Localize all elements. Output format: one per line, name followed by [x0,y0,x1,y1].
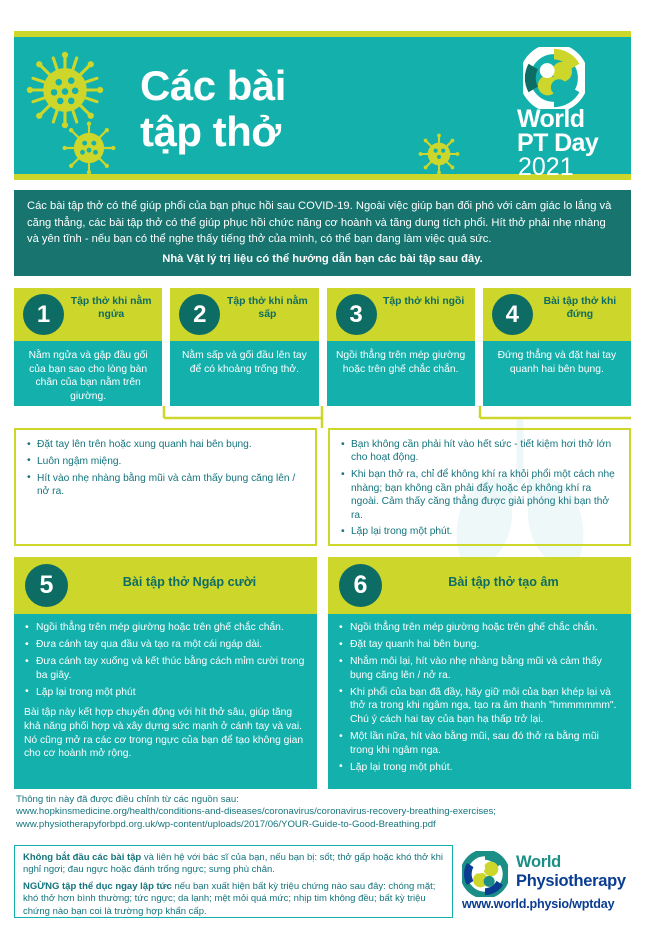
page-title-line1: Các bài [140,62,286,109]
wptday-line2: PT Day [517,129,599,157]
exercise-number-badge: 6 [339,564,382,607]
card-connector-lines [14,406,631,430]
source-link[interactable]: www.physiotherapyforbpd.org.uk/wp-content/uploads/2017/06/YOUR-Guide-to-Good-Breathing.pdf [16,818,436,830]
list-item: • Nhắm môi lại, hít vào nhẹ nhàng bằng mũi và cảm thấy bụng căng lên / nở ra. [338,655,621,682]
world-physiotherapy-logo[interactable] [462,849,634,915]
exercise-number-badge: 3 [336,294,377,335]
exercise-panel-note: Bài tập này kết hợp chuyển động với hít thở sâu, giúp tăng khả năng phối hợp và xây dựng sức mạnh ở cánh tay và vai. Nó cũng mở ra các cơ trong ngực của bạn để tạo không gian cho cơ hoành mở rộng. [24,707,304,760]
list-item: • Luôn ngậm miệng. [26,455,307,468]
instructions-box-right [328,428,631,546]
exercise-card-title: Tập thở khi nằm sấp [227,296,308,320]
intro-paragraph: Các bài tập thở có thể giúp phổi của bạn phục hồi sau COVID-19. Ngoài việc giúp bạn đối phó với cảm giác lo lắng và căng thẳng, các bài tập thở có thể giúp phục hồi chức năng cơ hoành và tăng dung tích phổi. Hít thở phải nhẹ nhàng và yên tĩnh - nếu bạn có thể nghe thấy tiếng thở của mình, có thể bạn đang làm việc quá sức. [27,200,612,246]
world-physiotherapy-url[interactable]: www.world.physio/wptday [462,897,615,911]
exercise-cards-row [14,288,631,406]
exercise-panel-title: Bài tập thở tạo âm [448,575,559,589]
instruction-list-left [26,438,307,499]
warning-line-2-bold: NGỪNG tập thể dục ngay lập tức [23,880,172,892]
virus-icon [26,51,104,129]
exercise-card[interactable] [327,288,475,406]
world-pt-day-logo [509,43,619,183]
exercise-number-badge: 4 [492,294,533,335]
instruction-list-right [340,438,621,539]
page-title-line2: tập thở [140,108,281,155]
world-pt-day-wordmark [517,107,598,155]
list-item: • Hít vào nhẹ nhàng bằng mũi và cảm thấy bụng căng lên / nở ra. [26,472,307,499]
list-item: • Ngồi thẳng trên mép giường hoặc trên ghế chắc chắn. [24,621,307,635]
exercise-card[interactable] [170,288,318,406]
list-item: • Một lần nữa, hít vào bằng mũi, sau đó thở ra bằng mũi trong khi ngâm nga. [338,730,621,757]
exercise-card-title: Tập thở khi nằm ngửa [70,296,152,320]
list-item: • Đưa cánh tay xuống và kết thúc bằng cách mỉm cười trong ba giây. [24,655,307,682]
exercise-panel-body [14,614,317,789]
exercise-card-body: Ngồi thẳng trên mép giường hoặc trên ghế chắc chắn. [335,350,466,375]
list-item: • Ngồi thẳng trên mép giường hoặc trên ghế chắc chắn. [338,621,621,635]
list-item: • Khi bạn thở ra, chỉ để không khí ra khỏi phổi một cách nhẹ nhàng; bạn không cần phải đẩy hoặc ép không khí ra ngoài. Cảm thấy căng thẳng được giải phóng khi bạn thở ra. [340,468,621,522]
exercise-card-title: Tập thở khi ngồi [382,296,465,307]
header-banner [14,31,631,180]
list-item: • Khi phổi của bạn đã đầy, hãy giữ môi của bạn khép lại và thở ra trong khi ngâm nga, tạo ra âm thanh "hmmmmmm". Chú ý cách hai tay của bạn hạ thấp trở lại. [338,686,621,727]
source-link[interactable]: www.hopkinsmedicine.org/health/conditions-and-diseases/coronavirus/coronavirus-recovery-breathing-exercises; [16,806,496,817]
sources-intro-text: Thông tin này đã được điều chỉnh từ các nguồn sau: [16,794,239,805]
wptday-line1: World [517,105,585,133]
intro-highlight: Nhà Vật lý trị liệu có thể hướng dẫn bạn các bài tập sau đây. [162,252,483,265]
exercise-number-badge: 2 [179,294,220,335]
wp-word2: Physiotherapy [516,872,626,890]
virus-icon [62,121,116,175]
exercise-step-list [24,621,307,699]
exercise-card-body: Nằm sấp và gối đầu lên tay để có khoảng trống thở. [181,350,307,375]
instructions-box-left [14,428,317,546]
exercise-card[interactable] [483,288,631,406]
exercise-panel-header [328,557,631,614]
wp-word1: World [516,853,561,871]
warning-line-1-bold: Không bắt đầu các bài tập [23,852,142,863]
exercise-step-list [338,621,621,774]
exercise-number-badge: 1 [23,294,64,335]
exercise-panel-header [14,557,317,614]
warning-line-1-rest: và liên hệ với bác sĩ của bạn, nếu bạn bị: sốt; thở gấp hoặc khó thở khi nghỉ ngơi; đau ngực hoặc đánh trống ngực; sưng phù chân. [23,852,444,876]
exercise-panel-body [328,614,631,789]
exercise-card-body: Nằm ngửa và gập đầu gối của bạn sao cho lòng bàn chân của bạn nằm trên giường. [28,350,148,402]
page-title [140,63,430,155]
list-item: • Đặt tay quanh hai bên bụng. [338,638,621,652]
list-item: • Lặp lại trong một phút. [338,761,621,775]
sources-section [16,793,636,831]
list-item: • Lặp lại trong một phút [24,686,307,700]
list-item: • Đặt tay lên trên hoặc xung quanh hai bên bụng. [26,438,307,451]
world-physiotherapy-mark-icon [462,851,508,897]
exercise-panel[interactable] [328,557,631,789]
list-item: • Đưa cánh tay qua đầu và tạo ra một cái ngáp dài. [24,638,307,652]
wptday-year: 2021 [518,153,574,181]
exercise-card-header [483,288,631,341]
exercise-number-badge: 5 [25,564,68,607]
exercise-card-header [14,288,162,341]
exercise-panel[interactable] [14,557,317,789]
exercise-card-header [170,288,318,341]
list-item: • Bạn không cần phải hít vào hết sức - tiết kiệm hơi thở lớn cho hoạt động. [340,438,621,465]
warning-line-2 [23,881,444,918]
list-item: • Lặp lại trong một phút. [340,525,621,538]
world-pt-day-mark-icon [523,47,585,109]
exercise-card[interactable] [14,288,162,406]
world-physiotherapy-wordmark [516,853,626,891]
intro-panel [14,190,631,276]
exercise-panels-row [14,557,631,789]
warning-line-2-rest: nếu bạn xuất hiện bất kỳ triệu chứng nào sau đây: chóng mặt; khó thở hơn bình thường; tức ngực; da lạnh; mệt mỏi quá mức; nhịp tim không đều; bất kỳ triệu chứng nào bạn coi là trường hợp khẩn cấp. [23,880,436,917]
exercise-card-body: Đứng thẳng và đặt hai tay quanh hai bên bụng. [497,350,617,375]
shared-instructions-row [14,428,631,546]
exercise-card-title: Bài tập thở khi đứng [543,296,617,320]
warning-box [14,845,453,918]
exercise-card-header [327,288,475,341]
warning-line-1 [23,852,444,877]
exercise-panel-title: Bài tập thở Ngáp cười [122,575,257,589]
